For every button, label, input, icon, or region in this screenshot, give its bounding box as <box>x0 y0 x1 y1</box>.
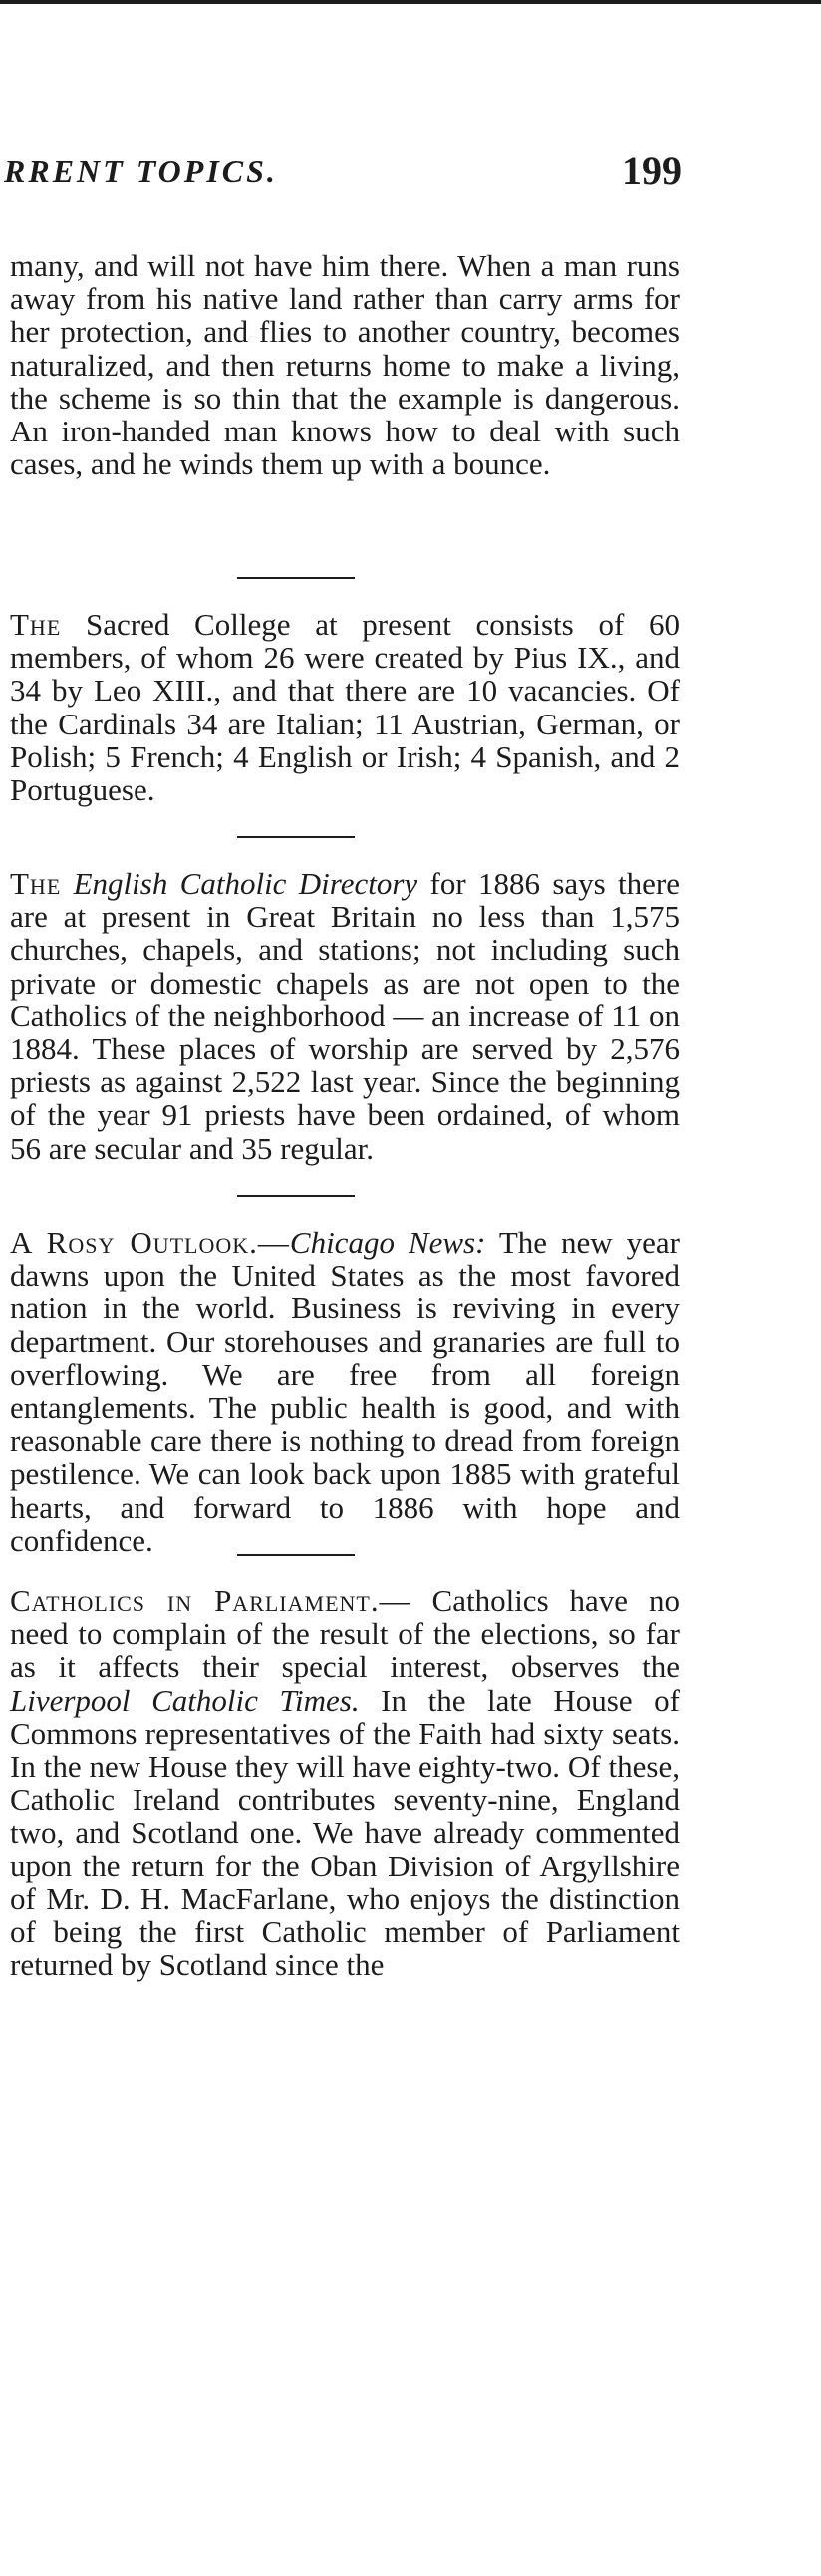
paragraph-catholic-directory <box>10 867 680 1165</box>
paragraph-rosy-outlook <box>10 1225 680 1558</box>
paragraph-text: In the late House of Commons representatives of the Faith had sixty seats. In the new House they will have eighty-two. Of these, Catholic Ireland contributes seventy-nine, England two, and Scotland one. We have already commented upon the return for the Oban Division of Argyllshire of Mr. D. H. MacFarlane, who enjoys the distinction of being the first Catholic member of Parliament returned by Scotland since the <box>10 1682 680 1983</box>
paragraph-text: Sacred College at present consists of 60 members, of whom 26 were created by Pius IX., and 34 by Leo XIII., and that there are 10 vacancies. Of the Cardinals 34 are Italian; 11 Austrian, German, or Polish; 5 French; 4 English or Irish; 4 Spanish, and 2 Portuguese. <box>10 607 680 808</box>
lead-word: The <box>10 866 62 901</box>
paragraph-text: The new year dawns upon the United States as the most favored nation in the world. Business is reviving in every department. Our storehouses and granaries are full to overflowing. We are free from all foreign entanglements. The public health is good, and with reasonable care there is nothing to dread from foreign pestilence. We can look back upon 1885 with grateful hearts, and forward to 1886 with hope and confidence. <box>10 1225 680 1558</box>
page-number: 199 <box>622 148 682 193</box>
top-rule <box>0 0 821 4</box>
paragraph-sacred-college <box>10 608 680 806</box>
paragraph-continuation <box>10 249 680 547</box>
paragraph-catholics-in-parliament <box>10 1584 680 1981</box>
paragraph-text: Catholics have no need to complain of the result of the elections, so far as it affects their special interest, observes the <box>10 1583 680 1685</box>
paragraph-text: many, and will not have him there. When a man runs away from his native land rather than carry arms for her protection, and flies to another country, becomes naturalized, and then returns home to make a living, the scheme is so thin that the example is dangerous. An iron-handed man knows how to deal with such cases, and he winds them up with a bounce. <box>10 248 680 482</box>
text-column <box>10 249 680 1981</box>
running-title: RRENT TOPICS. <box>4 153 278 189</box>
publication-title: English Catholic Directory <box>73 866 418 901</box>
source-title: Liverpool Catholic Times. <box>10 1682 360 1718</box>
section-heading: A Rosy Outlook.— <box>10 1225 290 1260</box>
section-heading: Catholics in Parliament.— <box>10 1583 411 1618</box>
page-header <box>0 147 687 203</box>
paragraph-text: for 1886 says there are at present in Great Britain no less than 1,575 churches, chapels, and stations; not including such private or domestic chapels as are not open to the Catholics of the neighborhood — an increase of 11 on 1884. These places of worship are served by 2,576 priests as against 2,522 last year. Since the beginning of the year 91 priests have been ordained, of whom 56 are secular and 35 regular. <box>10 866 680 1166</box>
lead-word: The <box>10 607 62 642</box>
source-title: Chicago News: <box>289 1225 486 1260</box>
